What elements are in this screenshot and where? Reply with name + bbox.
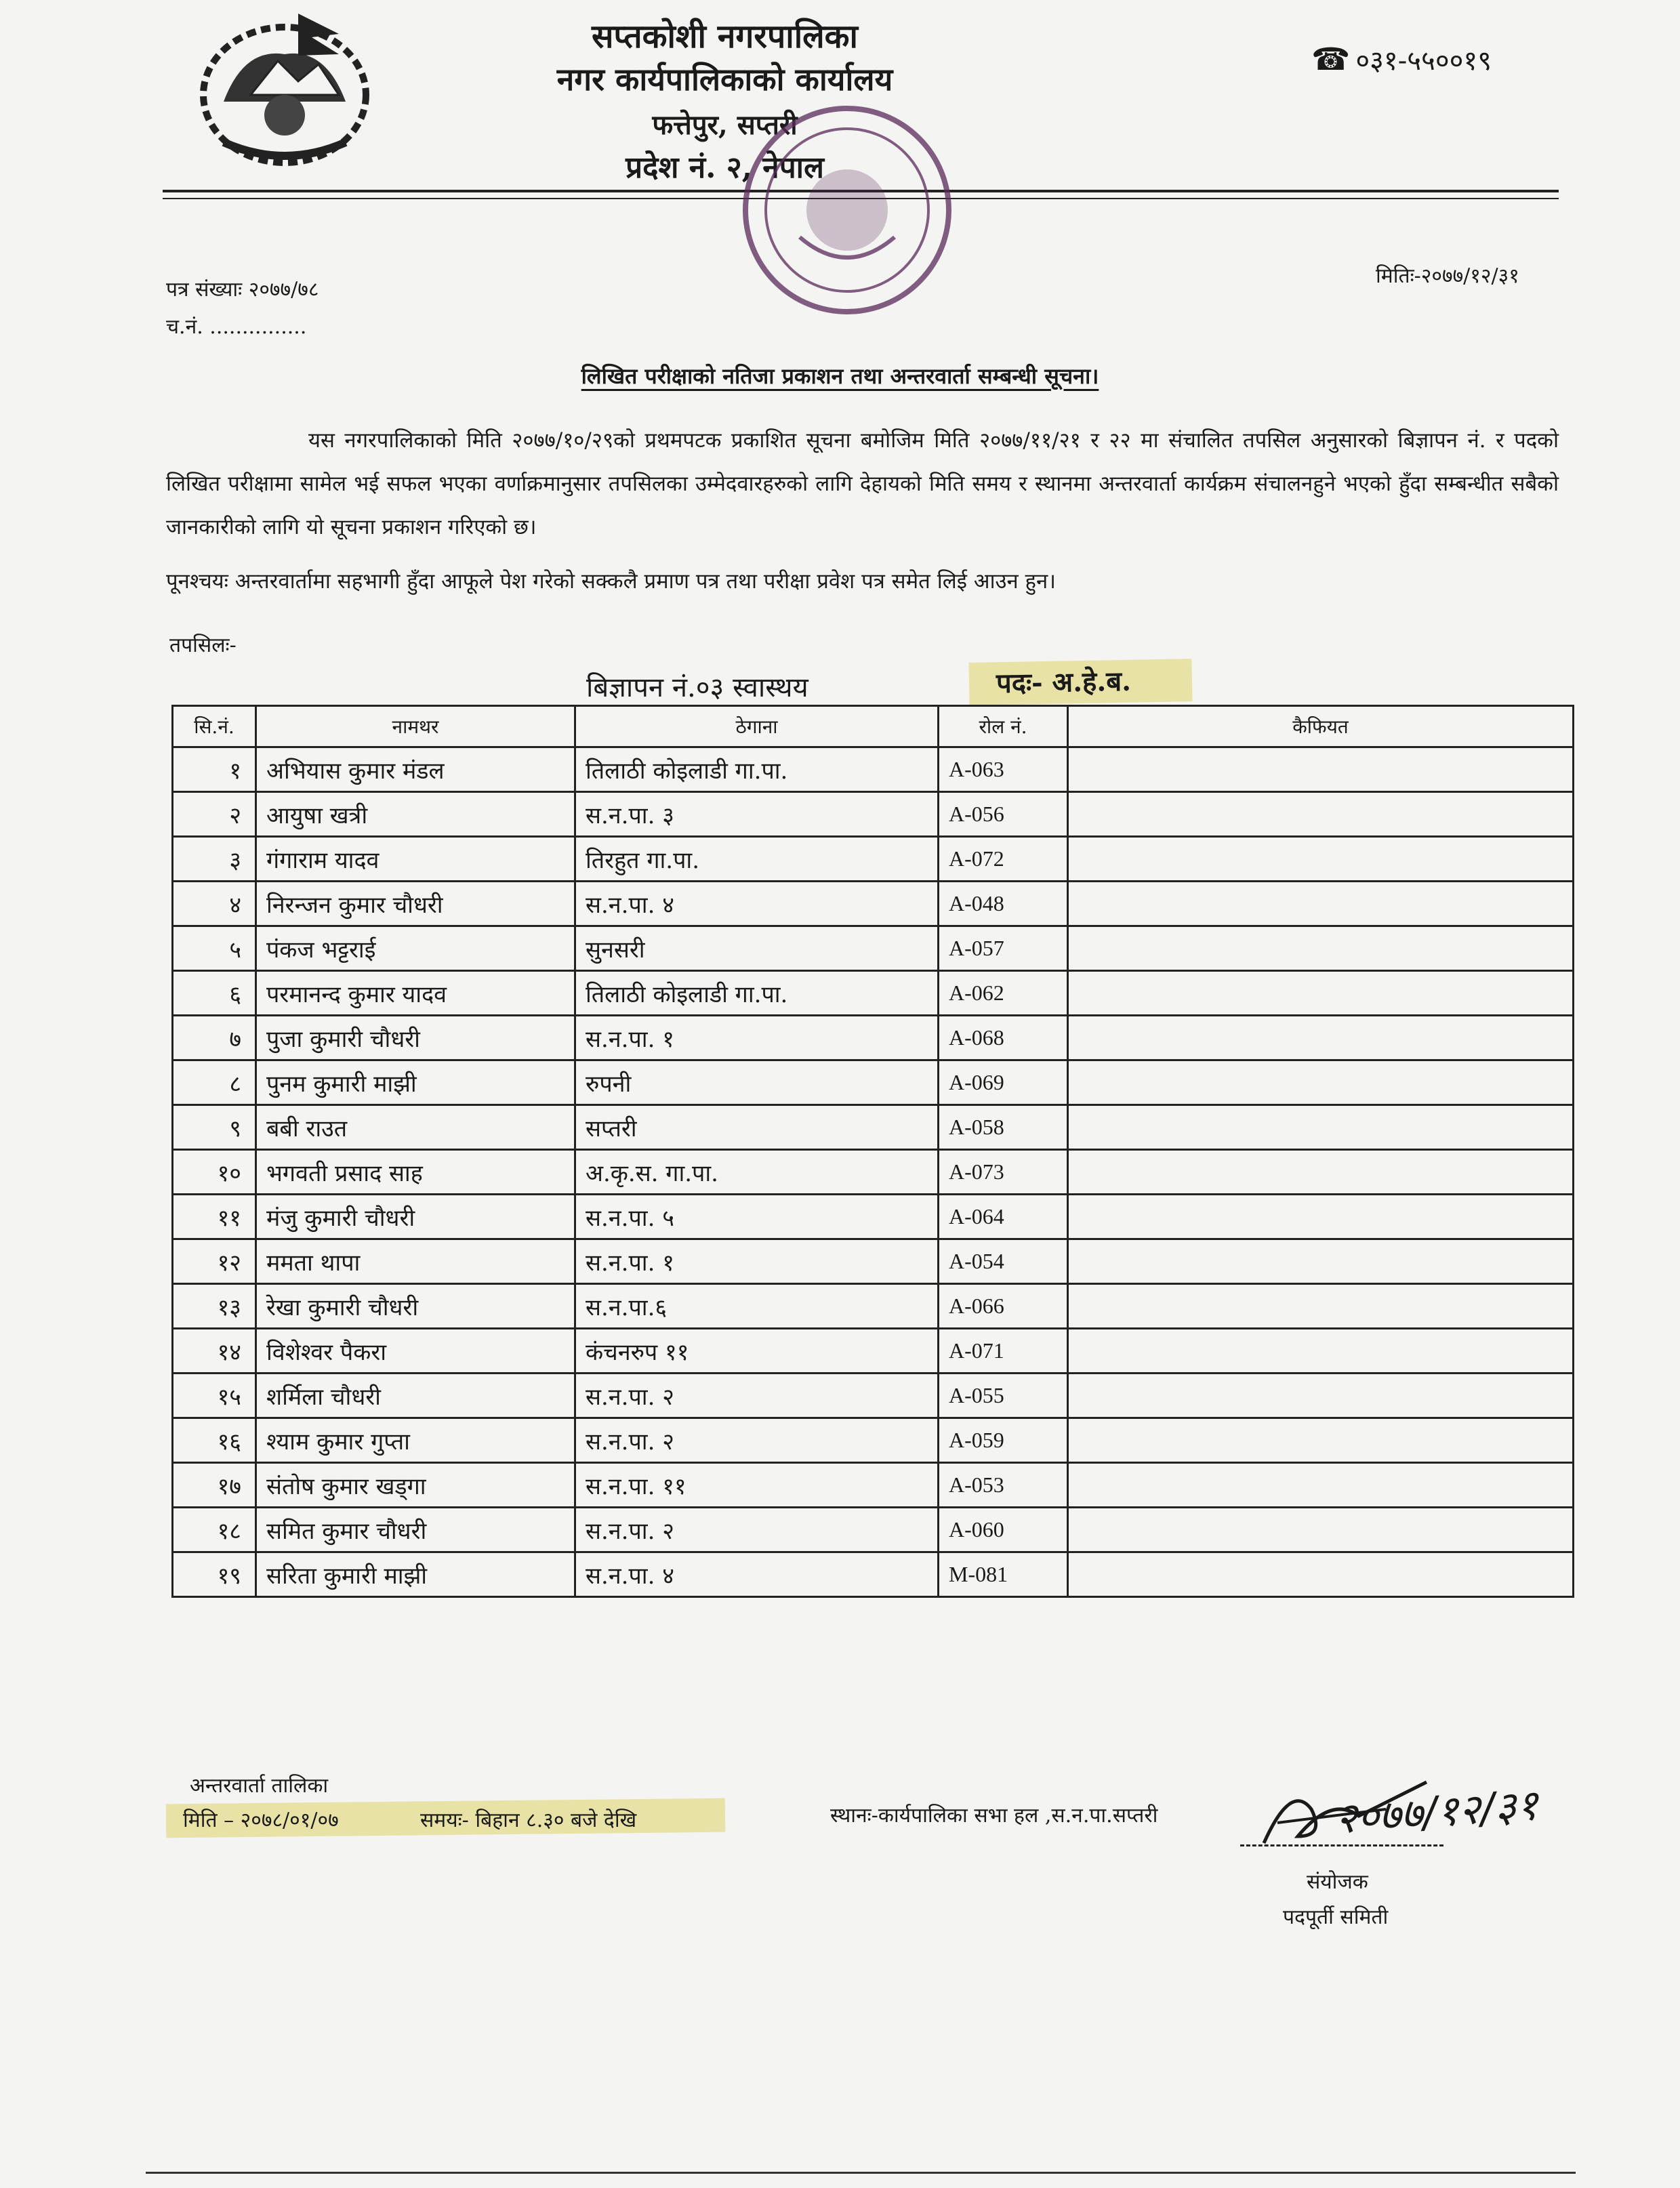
address-cell: स.न.पा. १ [575, 1239, 939, 1284]
roll-number-cell: A-073 [939, 1150, 1068, 1195]
roll-number-cell: A-072 [939, 837, 1068, 882]
roll-number-cell: A-063 [939, 747, 1068, 792]
remarks-cell [1068, 837, 1574, 882]
address-cell: स.न.पा.६ [575, 1284, 939, 1329]
interview-date: मिति – २०७८/०१/०७ [183, 1809, 339, 1832]
serial-number-cell: २ [173, 792, 256, 837]
address-cell: स.न.पा. २ [575, 1418, 939, 1463]
serial-number-cell: १४ [173, 1329, 256, 1374]
roll-number-cell: A-060 [939, 1508, 1068, 1552]
remarks-cell [1068, 1239, 1574, 1284]
name-cell: ममता थापा [256, 1239, 575, 1284]
signature-line [1240, 1844, 1443, 1846]
phone-number [1311, 41, 1492, 78]
table-row [173, 837, 1574, 882]
footer-divider [146, 2172, 1576, 2174]
reference-number: पत्र संख्याः २०७७/७८ [166, 278, 319, 302]
address-cell: स.न.पा. ४ [575, 882, 939, 926]
serial-number-cell: १२ [173, 1239, 256, 1284]
roll-number-cell: A-057 [939, 926, 1068, 971]
serial-number-cell: १ [173, 747, 256, 792]
address-cell: तिलाठी कोइलाडी गा.पा. [575, 971, 939, 1016]
serial-number-cell: १० [173, 1150, 256, 1195]
office-name: नगर कार्यपालिकाको कार्यालय [556, 61, 893, 98]
table-row [173, 1463, 1574, 1508]
serial-number-cell: ७ [173, 1016, 256, 1060]
telephone-icon: ☎ [1311, 41, 1351, 77]
roll-number-cell: A-059 [939, 1418, 1068, 1463]
name-cell: अभियास कुमार मंडल [256, 747, 575, 792]
serial-number-cell: १३ [173, 1284, 256, 1329]
col-header-sn: सि.नं. [173, 706, 256, 747]
col-header-remarks: कैफियत [1068, 706, 1574, 747]
roll-number-cell: A-069 [939, 1060, 1068, 1105]
remarks-cell [1068, 1374, 1574, 1418]
address-cell: तिलाठी कोइलाडी गा.पा. [575, 747, 939, 792]
remarks-cell [1068, 1195, 1574, 1239]
address-cell: स.न.पा. २ [575, 1374, 939, 1418]
col-header-name: नामथर [256, 706, 575, 747]
roll-number-cell: A-048 [939, 882, 1068, 926]
serial-number-cell: ४ [173, 882, 256, 926]
roll-number-cell: M-081 [939, 1552, 1068, 1597]
office-place: फत्तेपुर, सप्तरी [652, 109, 798, 141]
signatory-committee: पदपूर्ती समिती [1283, 1905, 1389, 1929]
remarks-cell [1068, 1552, 1574, 1597]
details-label: तपसिलः- [169, 634, 237, 657]
name-cell: गंगाराम यादव [256, 837, 575, 882]
address-cell: स.न.पा. ३ [575, 792, 939, 837]
address-cell: स.न.पा. ५ [575, 1195, 939, 1239]
address-cell: स.न.पा. २ [575, 1508, 939, 1552]
phone-text: ०३१-५५००१९ [1355, 45, 1492, 77]
table-row [173, 1329, 1574, 1374]
address-cell: स.न.पा. ४ [575, 1552, 939, 1597]
name-cell: परमानन्द कुमार यादव [256, 971, 575, 1016]
roll-number-cell: A-055 [939, 1374, 1068, 1418]
address-cell: स.न.पा. १ [575, 1016, 939, 1060]
interview-time: समयः- बिहान ८.३० बजे देखि [420, 1809, 637, 1832]
roll-number-cell: A-071 [939, 1329, 1068, 1374]
name-cell: विशेश्वर पैकरा [256, 1329, 575, 1374]
name-cell: पुनम कुमारी माझी [256, 1060, 575, 1105]
notice-subject-text: लिखित परीक्षाको नतिजा प्रकाशन तथा अन्तरवार्ता सम्बन्धी सूचना। [581, 363, 1099, 389]
roll-number-cell: A-066 [939, 1284, 1068, 1329]
table-row [173, 1508, 1574, 1552]
remarks-cell [1068, 1016, 1574, 1060]
signatory-title: संयोजक [1307, 1870, 1368, 1894]
name-cell: मंजु कुमारी चौधरी [256, 1195, 575, 1239]
remarks-cell [1068, 1284, 1574, 1329]
table-row [173, 1060, 1574, 1105]
table-row [173, 1239, 1574, 1284]
org-name: सप्तकोशी नगरपालिका [592, 18, 858, 56]
name-cell: रेखा कुमारी चौधरी [256, 1284, 575, 1329]
notice-body-paragraph: यस नगरपालिकाको मिति २०७७/१०/२९को प्रथमपटक प्रकाशित सूचना बमोजिम मिति २०७७/११/२१ र २२ मा संचालित तपसिल अनुसारको बिज्ञापन नं. र पदको लिखित परीक्षामा सामेल भई सफल भएका वर्णाक्रमानुसार तपसिलका उम्मेदवारहरुको लागि देहायको मिति समय र स्थानमा अन्तरवार्ता कार्यक्रम संचालनहुने भएको हुँदा सम्बन्धीत सबैको जानकारीको लागि यो सूचना प्रकाशन गरिएको छ। [166, 428, 1559, 539]
postscript-paragraph: पूनश्चयः अन्तरवार्तामा सहभागी हुँदा आफूले पेश गरेको सक्कलै प्रमाण पत्र तथा परीक्षा प्रवेश पत्र समेत लिई आउन हुन। [166, 569, 1056, 594]
post-label-highlighted: पदः- अ.हे.ब. [968, 659, 1192, 705]
remarks-cell [1068, 1060, 1574, 1105]
serial-number-cell: १६ [173, 1418, 256, 1463]
table-row [173, 1374, 1574, 1418]
remarks-cell [1068, 882, 1574, 926]
serial-number-cell: ६ [173, 971, 256, 1016]
table-row [173, 1284, 1574, 1329]
remarks-cell [1068, 747, 1574, 792]
roll-number-cell: A-054 [939, 1239, 1068, 1284]
name-cell: शर्मिला चौधरी [256, 1374, 575, 1418]
candidate-table-body [173, 747, 1574, 1597]
remarks-cell [1068, 926, 1574, 971]
serial-number-cell: १७ [173, 1463, 256, 1508]
name-cell: आयुषा खत्री [256, 792, 575, 837]
serial-number-cell: १८ [173, 1508, 256, 1552]
address-cell: स.न.पा. ११ [575, 1463, 939, 1508]
name-cell: निरन्जन कुमार चौधरी [256, 882, 575, 926]
candidate-table [171, 705, 1574, 1598]
serial-number-cell: १५ [173, 1374, 256, 1418]
address-cell: रुपनी [575, 1060, 939, 1105]
remarks-cell [1068, 1150, 1574, 1195]
table-row [173, 882, 1574, 926]
name-cell: भगवती प्रसाद साह [256, 1150, 575, 1195]
address-cell: सप्तरी [575, 1105, 939, 1150]
remarks-cell [1068, 1418, 1574, 1463]
remarks-cell [1068, 971, 1574, 1016]
name-cell: सरिता कुमारी माझी [256, 1552, 575, 1597]
interview-venue: स्थानः-कार्यपालिका सभा हल ,स.न.पा.सप्तरी [830, 1804, 1158, 1828]
name-cell: पुजा कुमारी चौधरी [256, 1016, 575, 1060]
table-header-row [173, 706, 1574, 747]
roll-number-cell: A-068 [939, 1016, 1068, 1060]
roll-number-cell: A-058 [939, 1105, 1068, 1150]
col-header-roll: रोल नं. [939, 706, 1068, 747]
roll-number-cell: A-064 [939, 1195, 1068, 1239]
address-cell: अ.कृ.स. गा.पा. [575, 1150, 939, 1195]
serial-number-cell: ८ [173, 1060, 256, 1105]
name-cell: बबी राउत [256, 1105, 575, 1150]
serial-number-cell: १९ [173, 1552, 256, 1597]
table-row [173, 1195, 1574, 1239]
signature-date: २०७७/१२/३१ [1333, 1779, 1540, 1844]
col-header-address: ठेगाना [575, 706, 939, 747]
table-row [173, 747, 1574, 792]
remarks-cell [1068, 1508, 1574, 1552]
remarks-cell [1068, 1329, 1574, 1374]
name-cell: श्याम कुमार गुप्ता [256, 1418, 575, 1463]
advertisement-title: बिज्ञापन नं.०३ स्वास्थय [586, 672, 808, 703]
serial-number-cell: ९ [173, 1105, 256, 1150]
remarks-cell [1068, 1105, 1574, 1150]
table-row [173, 926, 1574, 971]
remarks-cell [1068, 1463, 1574, 1508]
table-row [173, 1552, 1574, 1597]
roll-number-cell: A-056 [939, 792, 1068, 837]
remarks-cell [1068, 792, 1574, 837]
table-row [173, 1105, 1574, 1150]
office-province: प्रदेश नं. २, नेपाल [626, 150, 824, 185]
table-row [173, 1150, 1574, 1195]
address-cell: सुनसरी [575, 926, 939, 971]
name-cell: संतोष कुमार खड्गा [256, 1463, 575, 1508]
name-cell: पंकज भट्टराई [256, 926, 575, 971]
serial-number-cell: ११ [173, 1195, 256, 1239]
table-row [173, 1016, 1574, 1060]
roll-number-cell: A-062 [939, 971, 1068, 1016]
table-row [173, 792, 1574, 837]
interview-schedule-label: अन्तरवार्ता तालिका [190, 1774, 329, 1798]
table-row [173, 1418, 1574, 1463]
dispatch-number: च.नं. ............... [166, 315, 307, 339]
roll-number-cell: A-053 [939, 1463, 1068, 1508]
letter-date: मितिः-२०७७/१२/३१ [1376, 264, 1519, 288]
notice-subject [0, 361, 1680, 390]
address-cell: कंचनरुप ११ [575, 1329, 939, 1374]
address-cell: तिरहुत गा.पा. [575, 837, 939, 882]
table-row [173, 971, 1574, 1016]
serial-number-cell: ५ [173, 926, 256, 971]
office-stamp [718, 81, 976, 325]
serial-number-cell: ३ [173, 837, 256, 882]
name-cell: समित कुमार चौधरी [256, 1508, 575, 1552]
